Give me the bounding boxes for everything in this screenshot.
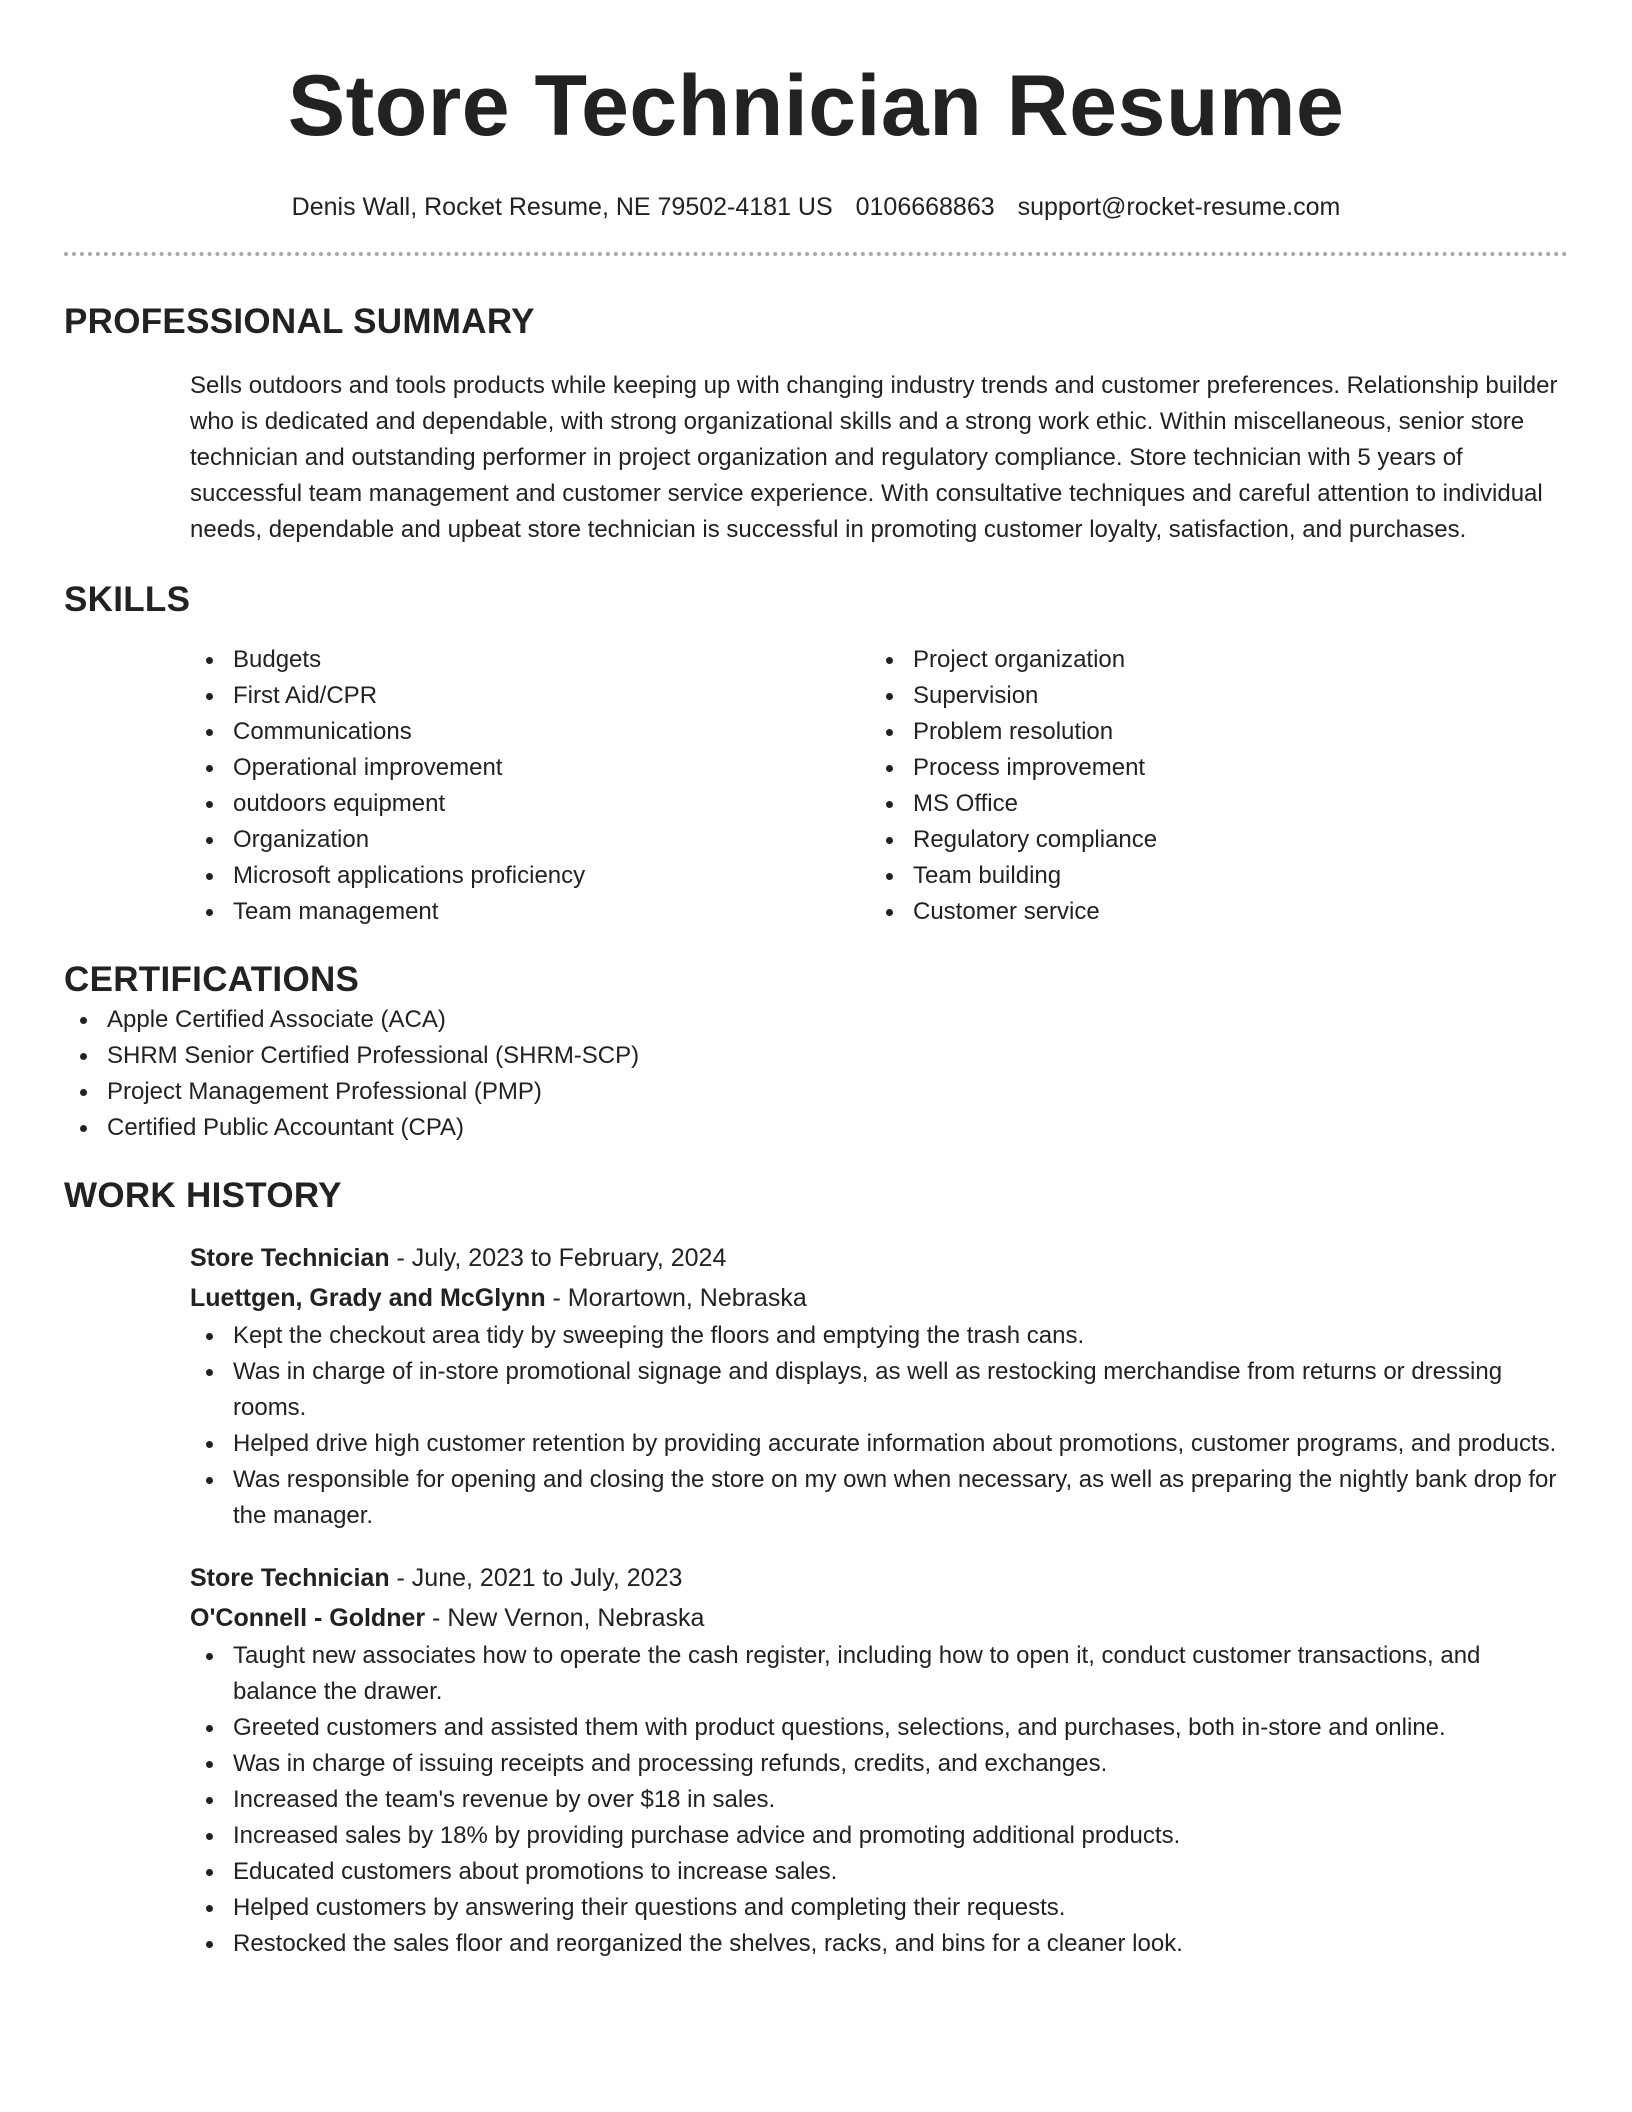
job-entry (190, 1558, 1568, 1962)
resume-title: Store Technician Resume (287, 58, 1345, 154)
job-entry (190, 1238, 1568, 1534)
section-heading-skills: SKILLS (64, 580, 191, 619)
skill-item: MS Office (870, 786, 1550, 822)
certifications-section (64, 958, 1568, 1146)
section-heading-certifications: CERTIFICATIONS (64, 960, 360, 999)
job-company-line (190, 1598, 1568, 1638)
job-title: Store Technician (190, 1244, 390, 1272)
certification-item: SHRM Senior Certified Professional (SHRM-SCP) (64, 1038, 1568, 1074)
job-duty-item: Increased the team's revenue by over $18 in sales. (190, 1782, 1568, 1818)
skills-list-left (190, 642, 870, 930)
section-heading-summary: PROFESSIONAL SUMMARY (64, 302, 535, 341)
skill-item: Communications (190, 714, 870, 750)
skill-item: Process improvement (870, 750, 1550, 786)
job-duty-item: Educated customers about promotions to increase sales. (190, 1854, 1568, 1890)
job-duties-list (190, 1638, 1568, 1962)
work-history-section (64, 1174, 1568, 1962)
job-duty-item: Kept the checkout area tidy by sweeping the floors and emptying the trash cans. (190, 1318, 1568, 1354)
skill-item: Regulatory compliance (870, 822, 1550, 858)
job-company: Luettgen, Grady and McGlynn (190, 1284, 546, 1312)
professional-summary-section (64, 300, 1568, 548)
job-dates: - July, 2023 to February, 2024 (389, 1244, 727, 1272)
contact-address: Denis Wall, Rocket Resume, NE 79502-4181 US (291, 193, 833, 221)
job-location: - New Vernon, Nebraska (425, 1604, 705, 1632)
skill-item: Team management (190, 894, 870, 930)
skill-item: Project organization (870, 642, 1550, 678)
skill-item: Operational improvement (190, 750, 870, 786)
contact-line (64, 192, 1568, 222)
skill-item: Customer service (870, 894, 1550, 930)
certification-item: Project Management Professional (PMP) (64, 1074, 1568, 1110)
job-title-line (190, 1238, 1568, 1278)
job-duty-item: Was in charge of in-store promotional signage and displays, as well as restocking merchandise from returns or dressing rooms. (190, 1354, 1568, 1426)
job-dates: - June, 2021 to July, 2023 (389, 1564, 683, 1592)
job-duty-item: Helped drive high customer retention by providing accurate information about promotions, customer programs, and products. (190, 1426, 1568, 1462)
section-heading-work-history: WORK HISTORY (64, 1176, 342, 1215)
contact-phone: 0106668863 (855, 193, 995, 221)
skill-item: Problem resolution (870, 714, 1550, 750)
job-company-line (190, 1278, 1568, 1318)
skill-item: Supervision (870, 678, 1550, 714)
certification-item: Apple Certified Associate (ACA) (64, 1002, 1568, 1038)
job-duty-item: Helped customers by answering their questions and completing their requests. (190, 1890, 1568, 1926)
job-duty-item: Was responsible for opening and closing the store on my own when necessary, as well as preparing the nightly bank drop for the manager. (190, 1462, 1568, 1534)
contact-email: support@rocket-resume.com (1017, 193, 1341, 221)
skills-section (64, 578, 1568, 930)
skill-item: Organization (190, 822, 870, 858)
skills-list-right (870, 642, 1550, 930)
certification-item: Certified Public Accountant (CPA) (64, 1110, 1568, 1146)
skill-item: Budgets (190, 642, 870, 678)
skill-item: outdoors equipment (190, 786, 870, 822)
header-divider (64, 252, 1568, 256)
job-duties-list (190, 1318, 1568, 1534)
job-duty-item: Increased sales by 18% by providing purchase advice and promoting additional products. (190, 1818, 1568, 1854)
job-title: Store Technician (190, 1564, 390, 1592)
job-duty-item: Was in charge of issuing receipts and processing refunds, credits, and exchanges. (190, 1746, 1568, 1782)
job-company: O'Connell - Goldner (190, 1604, 426, 1632)
job-location: - Morartown, Nebraska (545, 1284, 807, 1312)
job-duty-item: Restocked the sales floor and reorganized the shelves, racks, and bins for a cleaner look. (190, 1926, 1568, 1962)
skills-grid (190, 642, 1568, 930)
job-duty-item: Taught new associates how to operate the cash register, including how to open it, conduct customer transactions, and balance the drawer. (190, 1638, 1568, 1710)
job-title-line (190, 1558, 1568, 1598)
skill-item: Team building (870, 858, 1550, 894)
certifications-list (64, 1002, 1568, 1146)
skill-item: First Aid/CPR (190, 678, 870, 714)
skill-item: Microsoft applications proficiency (190, 858, 870, 894)
summary-text: Sells outdoors and tools products while keeping up with changing industry trends and customer preferences. Relationship builder who is dedicated and dependable, with strong organizational skills and a strong work ethic. Within miscellaneous, senior store technician and outstanding performer in project organization and regulatory compliance. Store technician with 5 years of successful team management and customer service experience. With consultative techniques and careful attention to individual needs, dependable and upbeat store technician is successful in promoting customer loyalty, satisfaction, and purchases. (190, 372, 1558, 543)
job-duty-item: Greeted customers and assisted them with product questions, selections, and purchases, both in-store and online. (190, 1710, 1568, 1746)
